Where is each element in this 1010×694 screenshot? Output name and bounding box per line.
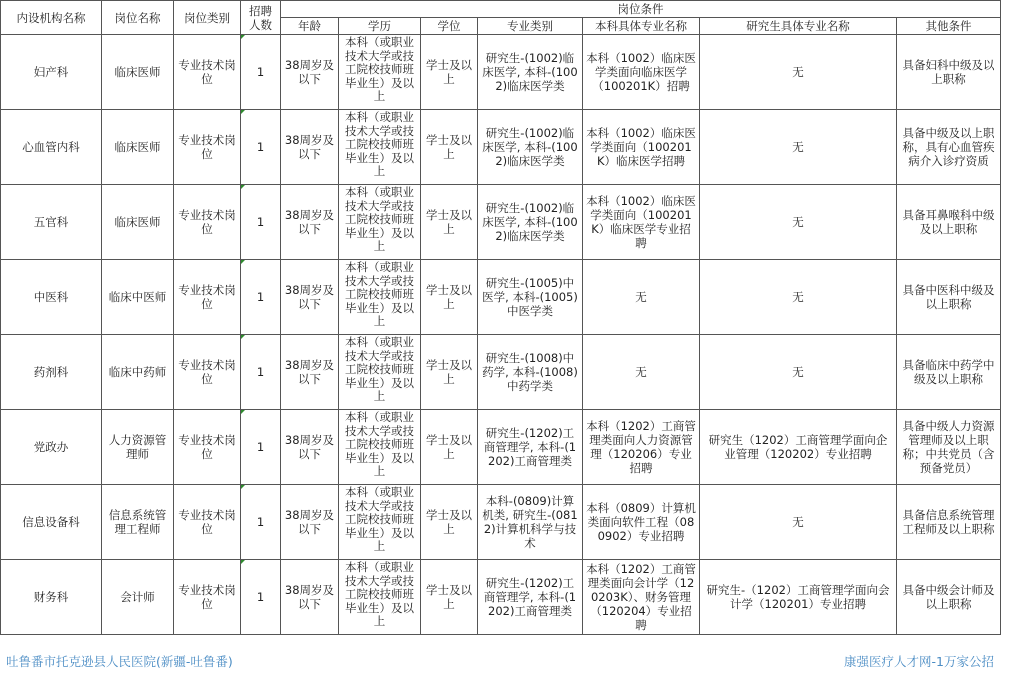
cell-category: 专业技术岗位 xyxy=(174,335,241,410)
cell-count: 1 xyxy=(241,260,281,335)
cell-category: 专业技术岗位 xyxy=(174,485,241,560)
footer-hospital-name: 吐鲁番市托克逊县人民医院(新疆-吐鲁番) xyxy=(6,654,233,669)
cell-degree: 学士及以上 xyxy=(421,260,478,335)
cell-undergrad-major: 本科（1202）工商管理类面向会计学（120203K）、财务管理（120204）专业招聘 xyxy=(583,560,700,635)
cell-major-category: 研究生-(1002)临床医学, 本科-(1002)临床医学类 xyxy=(478,185,583,260)
table-row xyxy=(1,485,1001,560)
cell-age: 38周岁及以下 xyxy=(281,35,339,110)
cell-undergrad-major: 无 xyxy=(583,335,700,410)
cell-count: 1 xyxy=(241,185,281,260)
cell-grad-major: 无 xyxy=(700,185,897,260)
cell-age: 38周岁及以下 xyxy=(281,185,339,260)
cell-dept: 中医科 xyxy=(1,260,102,335)
cell-education: 本科（或职业技术大学或技工院校技师班毕业生）及以上 xyxy=(339,260,421,335)
cell-other: 具备临床中药学中级及以上职称 xyxy=(897,335,1001,410)
cell-category: 专业技术岗位 xyxy=(174,260,241,335)
header-major-category: 专业类别 xyxy=(478,18,583,35)
cell-age: 38周岁及以下 xyxy=(281,110,339,185)
cell-position: 临床医师 xyxy=(102,185,174,260)
header-degree: 学位 xyxy=(421,18,478,35)
cell-count: 1 xyxy=(241,335,281,410)
cell-count: 1 xyxy=(241,35,281,110)
footer-site-name: 康强医疗人才网-1万家公招 xyxy=(844,654,994,669)
cell-grad-major: 无 xyxy=(700,110,897,185)
cell-other: 具备耳鼻喉科中级及以上职称 xyxy=(897,185,1001,260)
cell-degree: 学士及以上 xyxy=(421,560,478,635)
cell-education: 本科（或职业技术大学或技工院校技师班毕业生）及以上 xyxy=(339,410,421,485)
cell-count: 1 xyxy=(241,110,281,185)
header-position: 岗位名称 xyxy=(102,1,174,35)
header-age: 年龄 xyxy=(281,18,339,35)
header-category: 岗位类别 xyxy=(174,1,241,35)
cell-major-category: 研究生-(1202)工商管理学, 本科-(1202)工商管理类 xyxy=(478,410,583,485)
table-row xyxy=(1,35,1001,110)
cell-undergrad-major: 本科（0809）计算机类面向软件工程（080902）专业招聘 xyxy=(583,485,700,560)
cell-grad-major: 研究生（1202）工商管理学面向企业管理（120202）专业招聘 xyxy=(700,410,897,485)
cell-grad-major: 无 xyxy=(700,260,897,335)
table-row xyxy=(1,560,1001,635)
cell-other: 具备中级人力资源管理师及以上职称；中共党员（含预备党员） xyxy=(897,410,1001,485)
cell-major-category: 研究生-(1008)中药学, 本科-(1008)中药学类 xyxy=(478,335,583,410)
cell-major-category: 研究生-(1002)临床医学, 本科-(1002)临床医学类 xyxy=(478,110,583,185)
cell-education: 本科（或职业技术大学或技工院校技师班毕业生）及以上 xyxy=(339,485,421,560)
cell-other: 具备中级会计师及以上职称 xyxy=(897,560,1001,635)
cell-position: 会计师 xyxy=(102,560,174,635)
cell-category: 专业技术岗位 xyxy=(174,410,241,485)
cell-count: 1 xyxy=(241,560,281,635)
cell-other: 具备中医科中级及以上职称 xyxy=(897,260,1001,335)
cell-age: 38周岁及以下 xyxy=(281,410,339,485)
cell-grad-major: 无 xyxy=(700,35,897,110)
cell-undergrad-major: 本科（1002）临床医学类面向临床医学（100201K）招聘 xyxy=(583,35,700,110)
cell-major-category: 研究生-(1202)工商管理学, 本科-(1202)工商管理类 xyxy=(478,560,583,635)
cell-grad-major: 研究生-（1202）工商管理学面向会计学（120201）专业招聘 xyxy=(700,560,897,635)
table-row xyxy=(1,260,1001,335)
cell-dept: 信息设备科 xyxy=(1,485,102,560)
header-undergrad-major: 本科具体专业名称 xyxy=(583,18,700,35)
cell-age: 38周岁及以下 xyxy=(281,335,339,410)
cell-age: 38周岁及以下 xyxy=(281,485,339,560)
cell-grad-major: 无 xyxy=(700,485,897,560)
cell-major-category: 本科-(0809)计算机类, 研究生-(0812)计算机科学与技术 xyxy=(478,485,583,560)
cell-dept: 财务科 xyxy=(1,560,102,635)
footer xyxy=(0,652,1000,668)
cell-dept: 妇产科 xyxy=(1,35,102,110)
cell-count: 1 xyxy=(241,485,281,560)
cell-count: 1 xyxy=(241,410,281,485)
cell-education: 本科（或职业技术大学或技工院校技师班毕业生）及以上 xyxy=(339,335,421,410)
table-row xyxy=(1,110,1001,185)
cell-degree: 学士及以上 xyxy=(421,110,478,185)
cell-position: 临床医师 xyxy=(102,110,174,185)
cell-age: 38周岁及以下 xyxy=(281,260,339,335)
cell-position: 临床医师 xyxy=(102,35,174,110)
cell-degree: 学士及以上 xyxy=(421,485,478,560)
cell-position: 人力资源管理师 xyxy=(102,410,174,485)
cell-education: 本科（或职业技术大学或技工院校技师班毕业生）及以上 xyxy=(339,560,421,635)
cell-category: 专业技术岗位 xyxy=(174,560,241,635)
cell-dept: 心血管内科 xyxy=(1,110,102,185)
cell-undergrad-major: 本科（1002）临床医学类面向（100201K）临床医学招聘 xyxy=(583,110,700,185)
header-row-top xyxy=(1,1,1001,18)
cell-other: 具备信息系统管理工程师及以上职称 xyxy=(897,485,1001,560)
cell-category: 专业技术岗位 xyxy=(174,185,241,260)
cell-dept: 五官科 xyxy=(1,185,102,260)
cell-degree: 学士及以上 xyxy=(421,410,478,485)
cell-category: 专业技术岗位 xyxy=(174,35,241,110)
table-row xyxy=(1,335,1001,410)
cell-education: 本科（或职业技术大学或技工院校技师班毕业生）及以上 xyxy=(339,110,421,185)
cell-position: 临床中医师 xyxy=(102,260,174,335)
cell-major-category: 研究生-(1005)中医学, 本科-(1005)中医学类 xyxy=(478,260,583,335)
header-grad-major: 研究生具体专业名称 xyxy=(700,18,897,35)
cell-degree: 学士及以上 xyxy=(421,335,478,410)
cell-other: 具备中级及以上职称，具有心血管疾病介入诊疗资质 xyxy=(897,110,1001,185)
header-education: 学历 xyxy=(339,18,421,35)
cell-degree: 学士及以上 xyxy=(421,35,478,110)
header-other: 其他条件 xyxy=(897,18,1001,35)
cell-dept: 药剂科 xyxy=(1,335,102,410)
cell-position: 信息系统管理工程师 xyxy=(102,485,174,560)
cell-undergrad-major: 无 xyxy=(583,260,700,335)
cell-degree: 学士及以上 xyxy=(421,185,478,260)
header-conditions: 岗位条件 xyxy=(281,1,1001,18)
cell-undergrad-major: 本科（1002）临床医学类面向（100201K）临床医学专业招聘 xyxy=(583,185,700,260)
cell-education: 本科（或职业技术大学或技工院校技师班毕业生）及以上 xyxy=(339,35,421,110)
table-row xyxy=(1,185,1001,260)
cell-dept: 党政办 xyxy=(1,410,102,485)
table-row xyxy=(1,410,1001,485)
cell-category: 专业技术岗位 xyxy=(174,110,241,185)
cell-grad-major: 无 xyxy=(700,335,897,410)
cell-position: 临床中药师 xyxy=(102,335,174,410)
cell-major-category: 研究生-(1002)临床医学, 本科-(1002)临床医学类 xyxy=(478,35,583,110)
cell-other: 具备妇科中级及以上职称 xyxy=(897,35,1001,110)
cell-undergrad-major: 本科（1202）工商管理类面向人力资源管理（120206）专业招聘 xyxy=(583,410,700,485)
cell-education: 本科（或职业技术大学或技工院校技师班毕业生）及以上 xyxy=(339,185,421,260)
cell-age: 38周岁及以下 xyxy=(281,560,339,635)
header-count: 招聘人数 xyxy=(241,1,281,35)
header-dept: 内设机构名称 xyxy=(1,1,102,35)
